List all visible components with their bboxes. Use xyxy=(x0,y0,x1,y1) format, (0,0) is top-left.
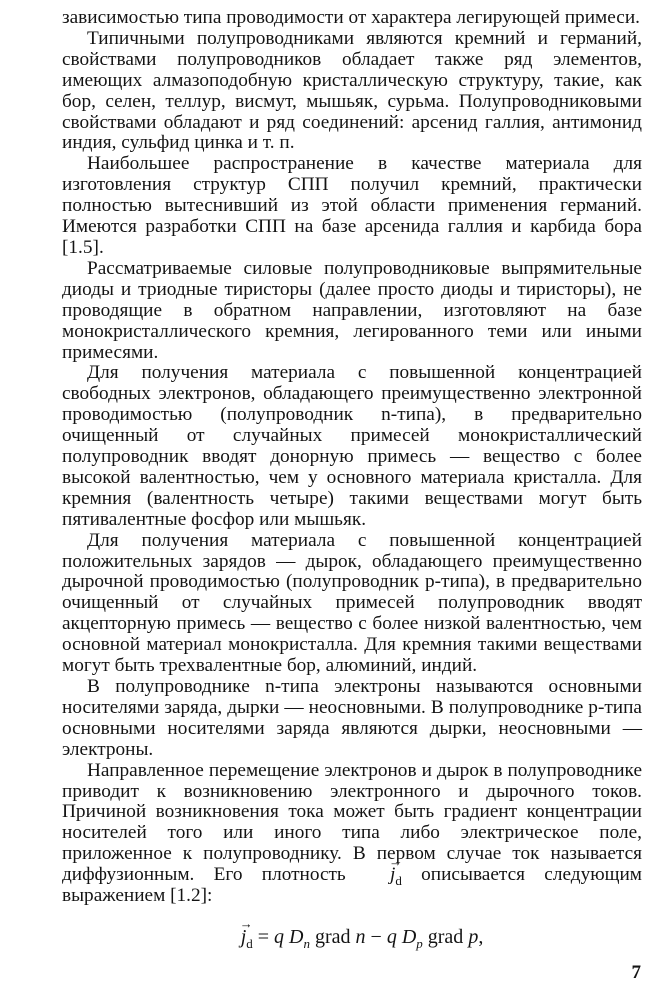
formula-term2-var: p xyxy=(468,925,479,948)
paragraph-n-type xyxy=(62,363,642,530)
paragraph-p-type xyxy=(62,531,642,677)
paragraph-carriers xyxy=(62,677,642,761)
formula-term1-var: n xyxy=(355,925,366,948)
formula-term2-grad: grad xyxy=(427,925,464,948)
formula-term1-sub: n xyxy=(303,935,310,951)
formula-term2-sub: p xyxy=(416,935,423,951)
paragraph-currents-tail: описывается следующим выражением [1.2]: xyxy=(62,864,642,907)
formula-tail: , xyxy=(478,925,484,948)
formula-lhs-sub: d xyxy=(246,935,253,951)
formula-term1-D: D xyxy=(289,925,304,948)
formula-lhs-base: → j xyxy=(241,925,247,949)
paragraph-continuation: зависимостью типа проводимости от характера легирующей примеси. xyxy=(62,7,640,28)
paragraph-semiconductors: Типичными полупроводниками являются кремний и германий, свойствами полупроводников обладает также ряд элементов, имеющих алмазоподобную кристаллическую структуру, такие, как бор, селен, теллур, висмут, мышьяк, сурьма. Полупроводниковыми свойствами обладают и ряд соединений: арсенид галлия, антимонид индия, сульфид цинка и т. п. xyxy=(62,27,642,154)
paragraph-n-type-text: Для получения материала с повышенной концентрацией свободных электронов, обладающего преимущественно электронной проводимостью (полупроводник n-типа), в предварительно очищенный от случайных примесей монокристаллический полупроводник вводят донорную примесь — вещество с более высокой валентностью, чем у основного материала кристалла. Для кремния (валентность четыре) такими веществами могут быть пятивалентные фосфор или мышьяк. xyxy=(62,362,642,530)
formula-term1-grad: grad xyxy=(314,925,351,948)
inline-symbol-base: → j xyxy=(365,865,395,886)
formula-term1-q: q xyxy=(274,925,285,948)
inline-symbol-sub: d xyxy=(395,873,402,889)
paragraph-p-type-text: Для получения материала с повышенной концентрацией положительных зарядов — дырок, обладающего преимущественно дырочной проводимостью (полупроводник p-типа), в предварительно очищенный от случайных примесей полупроводник вводят акцепторную примесь — вещество с более низкой валентностью, чем основной материал монокристалла. Для кремния такими веществами могут быть трехвалентные бор, алюминий, индий. xyxy=(62,529,642,677)
page-body xyxy=(62,8,642,949)
formula-equals: = xyxy=(257,925,270,948)
paragraph-power-devices: Рассматриваемые силовые полупроводниковые выпрямительные диоды и триодные тиристоры (далее просто диоды и тиристоры), не проводящие в обратном направлении, изготовляют на базе монокристаллического кремния, легированного теми или иными примесями. xyxy=(62,257,642,363)
paragraph-currents-text: Направленное перемещение электронов и дырок в полупроводнике приводит к возникновению электронного и дырочного токов. Причиной возникновения тока может быть градиент концентрации носителей того или иного типа либо электрическое поле, приложенное к полупроводнику. В первом случае ток называется диффузионным. Его плотность xyxy=(62,759,642,886)
formula-term2-q: q xyxy=(386,925,397,948)
paragraph-carriers-text: В полупроводнике n-типа электроны называются основными носителями заряда, дырки — неосновными. В полупроводнике p-типа основными носителями заряда являются дырки, неосновными — электроны. xyxy=(62,676,642,760)
page-number: 7 xyxy=(631,962,641,983)
inline-current-density-symbol xyxy=(365,864,402,889)
formula-minus: − xyxy=(370,925,382,948)
paragraph-silicon: Наибольшее распространение в качестве материала для изготовления структур СПП получил кремний, практически полностью вытеснивший из этой области применения германий. Имеются разработки СПП на базе арсенида галлия и карбида бора [1.5]. xyxy=(62,153,642,258)
formula-term2-D: D xyxy=(401,925,417,948)
paragraph-currents xyxy=(62,761,642,907)
diffusion-current-formula xyxy=(62,925,642,949)
